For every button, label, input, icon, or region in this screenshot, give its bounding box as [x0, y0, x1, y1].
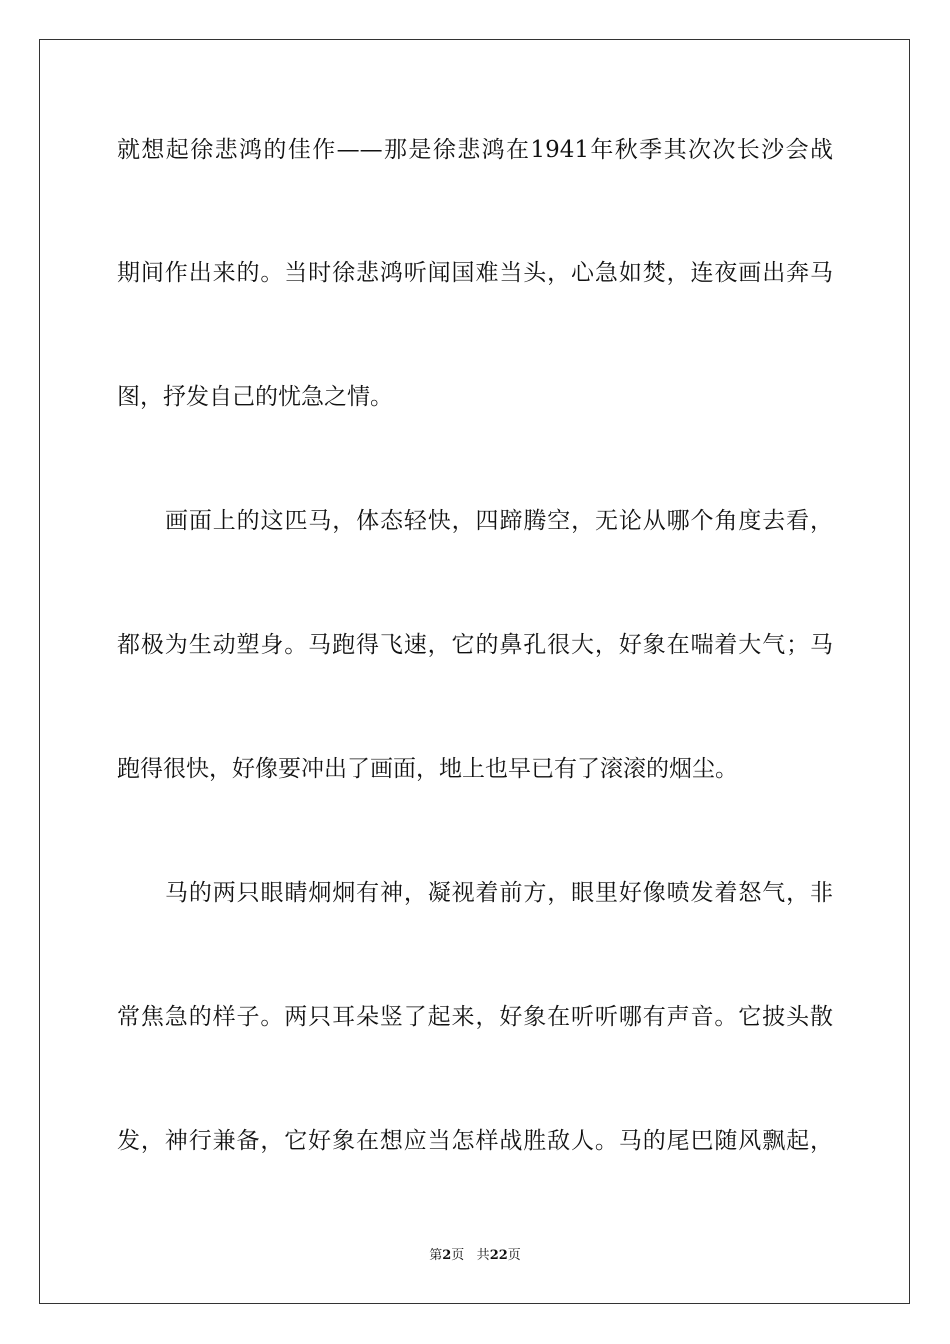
page-suffix: 页 [451, 1248, 465, 1263]
text-line-5: 都极为生动塑身。马跑得飞速，它的鼻孔很大，好象在喘着大气；马 [117, 632, 833, 658]
page-number: 2 [442, 1248, 452, 1263]
text-line-7: 马的两只眼睛炯炯有神，凝视着前方，眼里好像喷发着怒气，非 [165, 880, 833, 906]
text-line-8: 常焦急的样子。两只耳朵竖了起来，好象在听听哪有声音。它披头散 [117, 1004, 833, 1030]
page-prefix: 第 [429, 1248, 443, 1263]
text-line-3: 图，抒发自己的忧急之情。 [117, 384, 393, 410]
total-pages: 22 [489, 1248, 508, 1263]
total-suffix: 页 [507, 1248, 521, 1263]
page-frame [39, 39, 910, 1304]
text-line-6: 跑得很快，好像要冲出了画面，地上也早已有了滚滚的烟尘。 [117, 756, 738, 782]
total-prefix: 共 [476, 1248, 490, 1263]
text-line-2: 期间作出来的。当时徐悲鸿听闻国难当头，心急如焚，连夜画出奔马 [117, 260, 833, 286]
text-line-1: 就想起徐悲鸿的佳作——那是徐悲鸿在1941年秋季其次次长沙会战 [117, 137, 833, 163]
text-line-4: 画面上的这匹马，体态轻快，四蹄腾空，无论从哪个角度去看， [165, 508, 833, 534]
text-line-9: 发，神行兼备，它好象在想应当怎样战胜敌人。马的尾巴随风飘起， [117, 1128, 833, 1154]
page-footer [0, 1247, 950, 1265]
